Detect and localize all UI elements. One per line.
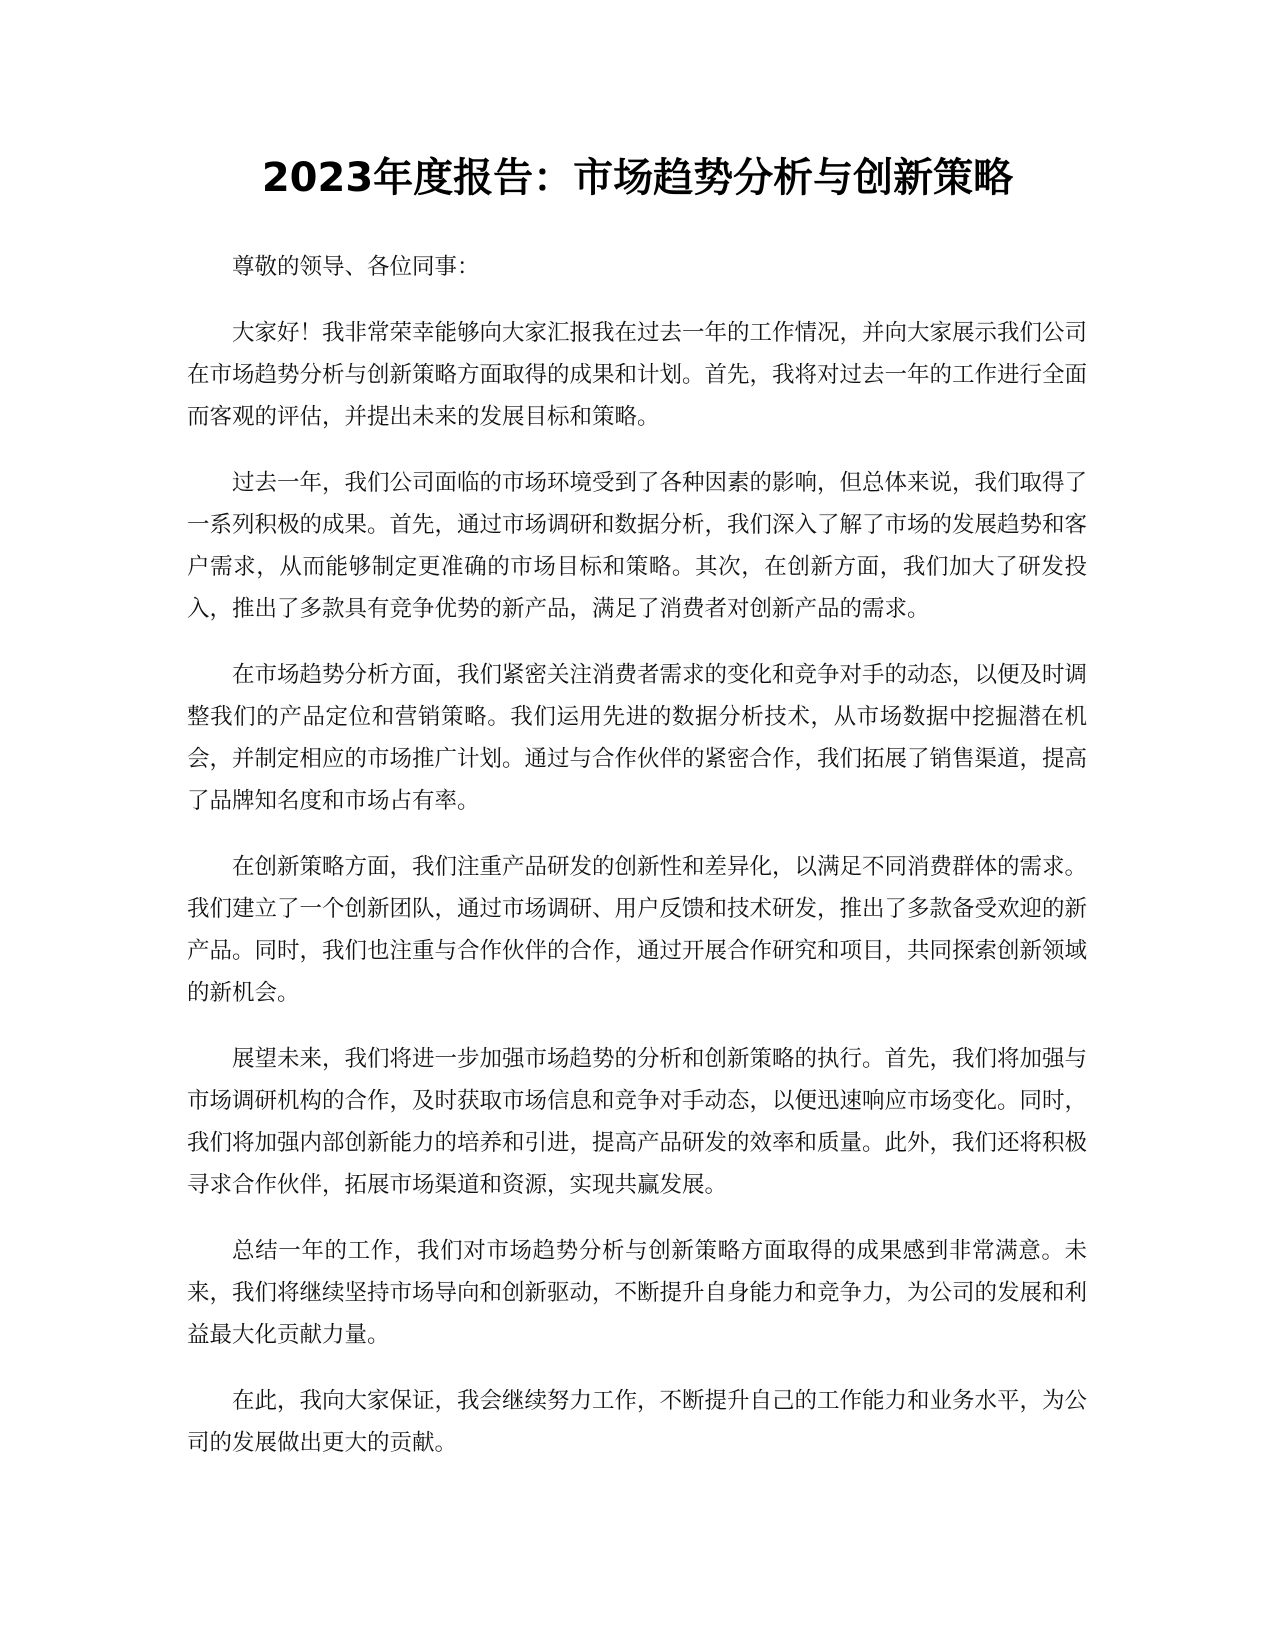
document-title: 2023年度报告：市场趋势分析与创新策略 bbox=[261, 155, 1014, 201]
paragraph-closing: 在此，我向大家保证，我会继续努力工作，不断提升自己的工作能力和业务水平，为公司的发展做出更大的贡献。 bbox=[187, 1388, 1088, 1456]
salutation: 尊敬的领导、各位同事： bbox=[232, 254, 480, 280]
paragraph-market-analysis: 在市场趋势分析方面，我们紧密关注消费者需求的变化和竞争对手的动态，以便及时调整我们的产品定位和营销策略。我们运用先进的数据分析技术，从市场数据中挖掘潜在机会，并制定相应的市场推广计划。通过与合作伙伴的紧密合作，我们拓展了销售渠道，提高了品牌知名度和市场占有率。 bbox=[187, 662, 1088, 814]
paragraph-past-year: 过去一年，我们公司面临的市场环境受到了各种因素的影响，但总体来说，我们取得了一系列积极的成果。首先，通过市场调研和数据分析，我们深入了解了市场的发展趋势和客户需求，从而能够制定更准确的市场目标和策略。其次，在创新方面，我们加大了研发投入，推出了多款具有竞争优势的新产品，满足了消费者对创新产品的需求。 bbox=[187, 470, 1088, 622]
paragraph-innovation-strategy: 在创新策略方面，我们注重产品研发的创新性和差异化，以满足不同消费群体的需求。我们建立了一个创新团队，通过市场调研、用户反馈和技术研发，推出了多款备受欢迎的新产品。同时，我们也注重与合作伙伴的合作，通过开展合作研究和项目，共同探索创新领域的新机会。 bbox=[187, 854, 1088, 1006]
document-body bbox=[187, 246, 1087, 1488]
paragraph-outlook: 展望未来，我们将进一步加强市场趋势的分析和创新策略的执行。首先，我们将加强与市场调研机构的合作，及时获取市场信息和竞争对手动态，以便迅速响应市场变化。同时，我们将加强内部创新能力的培养和引进，提高产品研发的效率和质量。此外，我们还将积极寻求合作伙伴，拓展市场渠道和资源，实现共赢发展。 bbox=[187, 1046, 1088, 1198]
paragraph-intro: 大家好！我非常荣幸能够向大家汇报我在过去一年的工作情况，并向大家展示我们公司在市场趋势分析与创新策略方面取得的成果和计划。首先，我将对过去一年的工作进行全面而客观的评估，并提出未来的发展目标和策略。 bbox=[187, 320, 1088, 430]
paragraph-summary: 总结一年的工作，我们对市场趋势分析与创新策略方面取得的成果感到非常满意。未来，我们将继续坚持市场导向和创新驱动，不断提升自身能力和竞争力，为公司的发展和利益最大化贡献力量。 bbox=[187, 1238, 1088, 1348]
